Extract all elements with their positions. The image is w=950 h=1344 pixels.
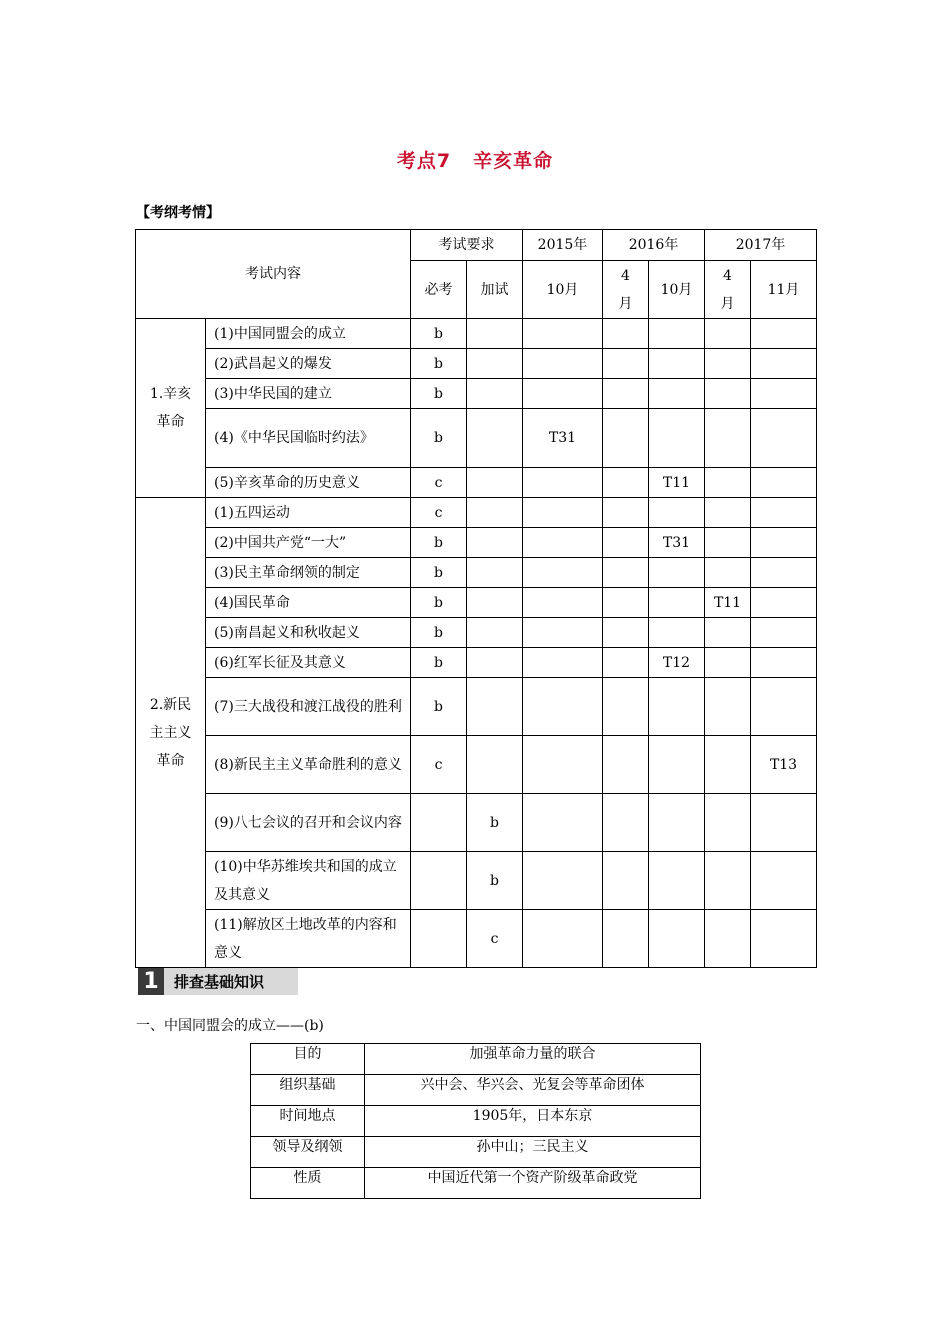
info-label: 时间地点	[251, 1106, 365, 1137]
exam-2015-oct-cell	[523, 379, 603, 409]
exam-2017-apr-cell	[705, 319, 751, 349]
item-cell: (2)武昌起义的爆发	[206, 349, 411, 379]
exam-2017-nov-cell	[751, 498, 817, 528]
info-row	[251, 1106, 701, 1137]
header-2016: 2016年	[603, 230, 705, 261]
exam-2016-oct-cell: T12	[649, 648, 705, 678]
exam-2016-apr-cell	[603, 736, 649, 794]
exam-2015-oct-cell	[523, 349, 603, 379]
item-cell: (10)中华苏维埃共和国的成立及其意义	[206, 852, 411, 910]
exam-2015-oct-cell	[523, 852, 603, 910]
table-row	[136, 648, 817, 678]
exam-2017-apr-cell: T11	[705, 588, 751, 618]
exam-2015-oct-cell	[523, 910, 603, 968]
item-cell: (11)解放区土地改革的内容和意义	[206, 910, 411, 968]
exam-2017-apr-cell	[705, 852, 751, 910]
table-row	[136, 618, 817, 648]
info-row	[251, 1075, 701, 1106]
category-cell: 1.辛亥 革命	[136, 319, 206, 498]
exam-requirements-table	[135, 229, 817, 968]
bikao-cell: b	[411, 678, 467, 736]
jiashi-cell	[467, 349, 523, 379]
exam-2017-nov-cell: T13	[751, 736, 817, 794]
item-cell: (9)八七会议的召开和会议内容	[206, 794, 411, 852]
jiashi-cell: c	[467, 910, 523, 968]
bikao-cell: c	[411, 498, 467, 528]
info-value: 兴中会、华兴会、光复会等革命团体	[365, 1075, 701, 1106]
exam-table-body	[136, 230, 817, 968]
league-info-table	[250, 1043, 701, 1199]
page-title	[0, 146, 950, 173]
exam-2017-nov-cell	[751, 910, 817, 968]
exam-2015-oct-cell	[523, 498, 603, 528]
exam-2017-nov-cell	[751, 678, 817, 736]
exam-2016-oct-cell	[649, 618, 705, 648]
item-cell: (8)新民主主义革命胜利的意义	[206, 736, 411, 794]
exam-2016-apr-cell	[603, 349, 649, 379]
info-label: 目的	[251, 1044, 365, 1075]
exam-2016-oct-cell	[649, 852, 705, 910]
header-bikao: 必考	[411, 261, 467, 319]
section-label: 【考纲考情】	[136, 205, 220, 221]
category-cell: 2.新民 主主义 革命	[136, 498, 206, 968]
item-cell: (6)红军长征及其意义	[206, 648, 411, 678]
exam-2017-nov-cell	[751, 618, 817, 648]
exam-2016-apr-cell	[603, 319, 649, 349]
bikao-cell: b	[411, 558, 467, 588]
title-number: 考点7	[396, 150, 452, 172]
exam-2015-oct-cell	[523, 558, 603, 588]
jiashi-cell: b	[467, 852, 523, 910]
header-2015: 2015年	[523, 230, 603, 261]
sub-heading: 一、中国同盟会的成立——(b)	[136, 1018, 324, 1034]
jiashi-cell	[467, 319, 523, 349]
exam-2017-apr-cell	[705, 678, 751, 736]
exam-2017-apr-cell	[705, 498, 751, 528]
jiashi-cell	[467, 528, 523, 558]
bikao-cell	[411, 852, 467, 910]
jiashi-cell	[467, 618, 523, 648]
item-cell: (5)辛亥革命的历史意义	[206, 468, 411, 498]
exam-2015-oct-cell	[523, 588, 603, 618]
jiashi-cell	[467, 678, 523, 736]
exam-2016-apr-cell	[603, 678, 649, 736]
exam-2015-oct-cell	[523, 678, 603, 736]
exam-2017-nov-cell	[751, 794, 817, 852]
header-2017-apr: 4 月	[705, 261, 751, 319]
bikao-cell: b	[411, 319, 467, 349]
item-cell: (2)中国共产党“一大”	[206, 528, 411, 558]
info-label: 组织基础	[251, 1075, 365, 1106]
exam-2016-oct-cell	[649, 319, 705, 349]
header-2017-nov: 11月	[751, 261, 817, 319]
bikao-cell: b	[411, 379, 467, 409]
table-row	[136, 852, 817, 910]
exam-2016-oct-cell	[649, 349, 705, 379]
table-row	[136, 468, 817, 498]
exam-2016-oct-cell	[649, 409, 705, 468]
exam-2016-oct-cell: T31	[649, 528, 705, 558]
title-topic: 辛亥革命	[473, 150, 554, 172]
info-value: 加强革命力量的联合	[365, 1044, 701, 1075]
exam-2015-oct-cell	[523, 468, 603, 498]
exam-2017-nov-cell	[751, 648, 817, 678]
exam-2016-apr-cell	[603, 379, 649, 409]
item-cell: (1)五四运动	[206, 498, 411, 528]
header-requirement: 考试要求	[411, 230, 523, 261]
exam-2016-oct-cell	[649, 558, 705, 588]
bikao-cell: b	[411, 588, 467, 618]
exam-2015-oct-cell	[523, 648, 603, 678]
exam-2015-oct-cell	[523, 794, 603, 852]
exam-2017-apr-cell	[705, 648, 751, 678]
exam-2016-apr-cell	[603, 648, 649, 678]
header-2015-oct: 10月	[523, 261, 603, 319]
exam-2015-oct-cell	[523, 319, 603, 349]
jiashi-cell	[467, 736, 523, 794]
jiashi-cell	[467, 468, 523, 498]
item-cell: (4)国民革命	[206, 588, 411, 618]
bikao-cell	[411, 910, 467, 968]
jiashi-cell: b	[467, 794, 523, 852]
exam-2016-oct-cell	[649, 678, 705, 736]
bikao-cell: b	[411, 618, 467, 648]
table-row	[136, 588, 817, 618]
section-badge	[138, 968, 298, 995]
badge-text: 排查基础知识	[164, 968, 298, 995]
exam-2015-oct-cell	[523, 528, 603, 558]
exam-2016-apr-cell	[603, 852, 649, 910]
exam-2016-apr-cell	[603, 588, 649, 618]
table-row	[136, 498, 817, 528]
bikao-cell: b	[411, 528, 467, 558]
header-2016-oct: 10月	[649, 261, 705, 319]
table-row	[136, 379, 817, 409]
exam-2016-apr-cell	[603, 528, 649, 558]
exam-2016-apr-cell	[603, 618, 649, 648]
item-cell: (7)三大战役和渡江战役的胜利	[206, 678, 411, 736]
info-value: 1905年，日本东京	[365, 1106, 701, 1137]
exam-2016-oct-cell	[649, 588, 705, 618]
item-cell: (4)《中华民国临时约法》	[206, 409, 411, 468]
item-cell: (5)南昌起义和秋收起义	[206, 618, 411, 648]
jiashi-cell	[467, 409, 523, 468]
exam-2017-apr-cell	[705, 910, 751, 968]
exam-2017-apr-cell	[705, 794, 751, 852]
header-2016-apr: 4 月	[603, 261, 649, 319]
exam-2017-nov-cell	[751, 319, 817, 349]
header-jiashi: 加试	[467, 261, 523, 319]
table-row	[136, 794, 817, 852]
exam-2017-nov-cell	[751, 409, 817, 468]
exam-2017-nov-cell	[751, 349, 817, 379]
header-2017: 2017年	[705, 230, 817, 261]
info-row	[251, 1168, 701, 1199]
jiashi-cell	[467, 498, 523, 528]
badge-number: 1	[138, 968, 164, 995]
item-cell: (1)中国同盟会的成立	[206, 319, 411, 349]
header-content: 考试内容	[136, 230, 411, 319]
exam-2016-oct-cell	[649, 910, 705, 968]
info-row	[251, 1137, 701, 1168]
exam-2017-apr-cell	[705, 736, 751, 794]
table-row	[136, 528, 817, 558]
exam-2016-oct-cell	[649, 794, 705, 852]
table-row	[136, 558, 817, 588]
exam-2016-apr-cell	[603, 910, 649, 968]
exam-2016-oct-cell	[649, 498, 705, 528]
table-row	[136, 736, 817, 794]
exam-2017-nov-cell	[751, 558, 817, 588]
exam-2016-apr-cell	[603, 468, 649, 498]
exam-2017-apr-cell	[705, 349, 751, 379]
table-row	[136, 319, 817, 349]
info-value: 孙中山；三民主义	[365, 1137, 701, 1168]
exam-2015-oct-cell: T31	[523, 409, 603, 468]
item-cell: (3)中华民国的建立	[206, 379, 411, 409]
jiashi-cell	[467, 558, 523, 588]
info-value: 中国近代第一个资产阶级革命政党	[365, 1168, 701, 1199]
exam-2016-oct-cell: T11	[649, 468, 705, 498]
exam-2017-nov-cell	[751, 852, 817, 910]
info-label: 性质	[251, 1168, 365, 1199]
bikao-cell: c	[411, 468, 467, 498]
exam-2017-apr-cell	[705, 468, 751, 498]
exam-2016-oct-cell	[649, 379, 705, 409]
exam-2016-apr-cell	[603, 498, 649, 528]
exam-2017-nov-cell	[751, 468, 817, 498]
exam-2016-apr-cell	[603, 794, 649, 852]
exam-2017-apr-cell	[705, 558, 751, 588]
exam-2016-apr-cell	[603, 558, 649, 588]
table-row	[136, 349, 817, 379]
info-table-body	[251, 1044, 701, 1199]
exam-2017-apr-cell	[705, 379, 751, 409]
bikao-cell: b	[411, 648, 467, 678]
bikao-cell: b	[411, 409, 467, 468]
jiashi-cell	[467, 379, 523, 409]
bikao-cell: c	[411, 736, 467, 794]
jiashi-cell	[467, 588, 523, 618]
exam-2015-oct-cell	[523, 736, 603, 794]
exam-2017-apr-cell	[705, 618, 751, 648]
exam-2016-oct-cell	[649, 736, 705, 794]
info-label: 领导及纲领	[251, 1137, 365, 1168]
table-row	[136, 409, 817, 468]
exam-2015-oct-cell	[523, 618, 603, 648]
exam-2017-nov-cell	[751, 588, 817, 618]
exam-2017-nov-cell	[751, 379, 817, 409]
item-cell: (3)民主革命纲领的制定	[206, 558, 411, 588]
exam-2017-apr-cell	[705, 409, 751, 468]
info-row	[251, 1044, 701, 1075]
bikao-cell	[411, 794, 467, 852]
table-row	[136, 678, 817, 736]
exam-2017-nov-cell	[751, 528, 817, 558]
jiashi-cell	[467, 648, 523, 678]
exam-2016-apr-cell	[603, 409, 649, 468]
bikao-cell: b	[411, 349, 467, 379]
table-row	[136, 910, 817, 968]
exam-2017-apr-cell	[705, 528, 751, 558]
